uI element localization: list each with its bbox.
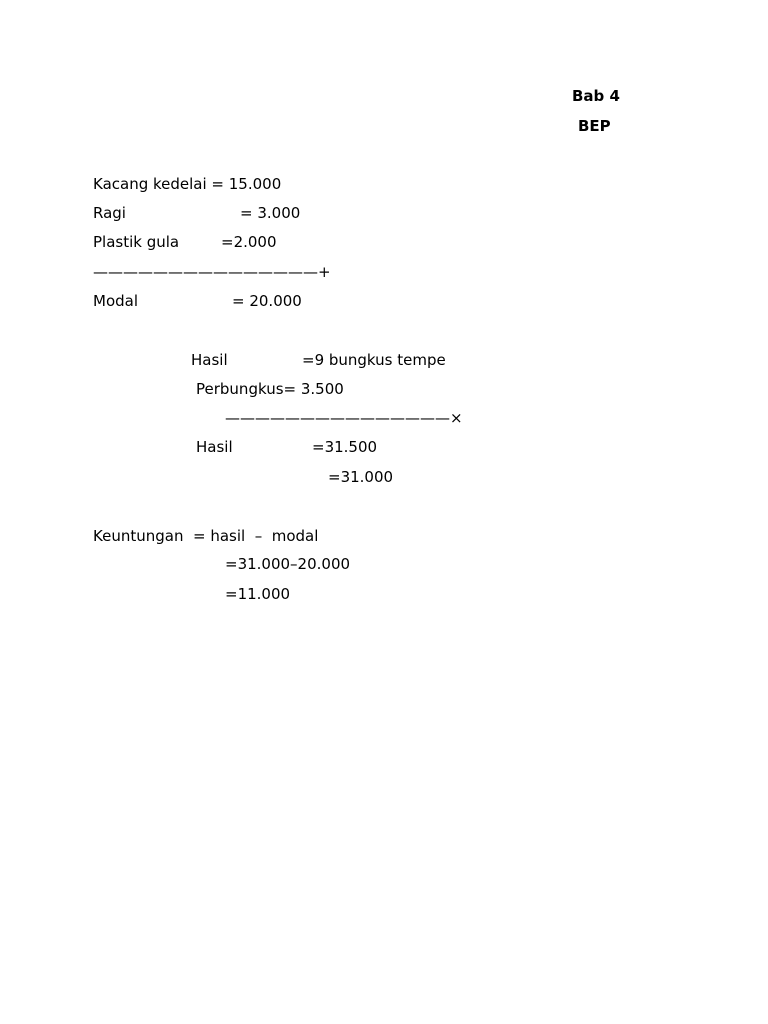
modal-label: Modal	[93, 292, 138, 310]
keuntungan-calculation: =31.000–20.000	[225, 555, 351, 573]
keuntungan-formula: Keuntungan = hasil – modal	[93, 527, 319, 545]
hasil-label: Hasil	[191, 351, 228, 369]
modal-value: = 20.000	[232, 292, 302, 310]
cost-kacang-kedelai: Kacang kedelai = 15.000	[93, 175, 282, 193]
multiply-divider-line: ———————————————×	[225, 409, 463, 427]
cost-plastik-label: Plastik gula	[93, 233, 180, 251]
hasil-total-value: =31.500	[312, 438, 378, 456]
perbungkus-line: Perbungkus= 3.500	[196, 380, 344, 398]
hasil-value: =9 bungkus tempe	[302, 351, 446, 369]
sum-divider-line: ———————————————+	[93, 263, 331, 281]
bep-title: BEP	[578, 117, 611, 135]
chapter-heading: Bab 4	[572, 87, 620, 105]
hasil-rounded-value: =31.000	[328, 468, 394, 486]
cost-plastik-value: =2.000	[221, 233, 277, 251]
cost-ragi-value: = 3.000	[240, 204, 301, 222]
cost-ragi-label: Ragi	[93, 204, 126, 222]
hasil-total-label: Hasil	[196, 438, 233, 456]
keuntungan-result: =11.000	[225, 585, 291, 603]
